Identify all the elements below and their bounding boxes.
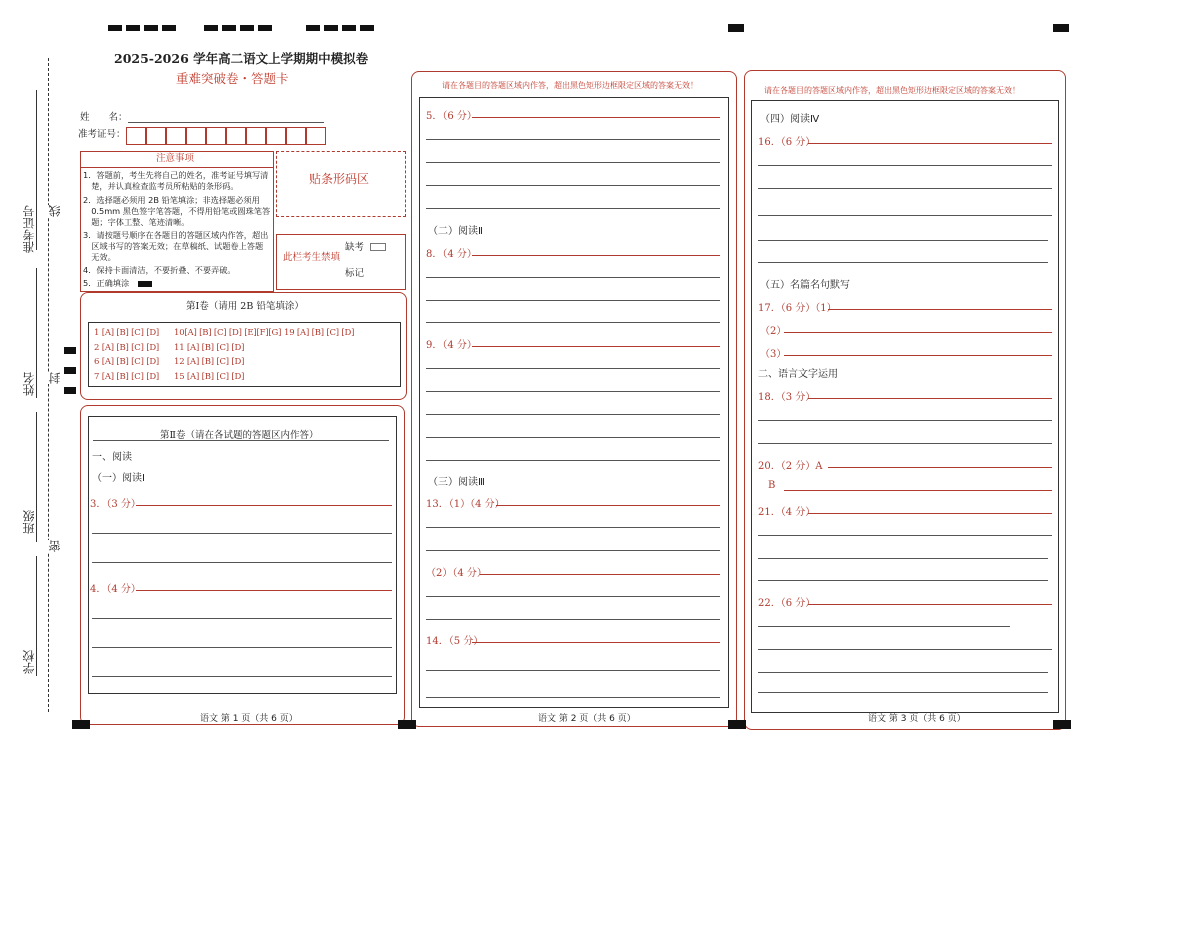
answer-line[interactable] <box>784 332 1052 333</box>
page-title: 2025-2026 学年高二语文上学期期中模拟卷 <box>114 51 369 66</box>
answer-line[interactable] <box>758 420 1052 421</box>
question-17-2-label: （2） <box>760 326 787 337</box>
question-20-label: 20．（2 分）A <box>758 461 823 472</box>
question-13-2-label: （2）（4 分） <box>426 568 487 579</box>
question-17-3-label: （3） <box>760 349 787 360</box>
barcode-label: 贴条形码区 <box>309 172 370 186</box>
notice-line: 区域书写的答案无效；在草稿纸、试题卷上答题 <box>83 241 264 251</box>
notice-line: 无效。 <box>83 252 116 262</box>
part2-title: 第Ⅱ卷（请在各试题的答题区内作答） <box>160 430 319 441</box>
student-name-label: 姓 名： <box>80 112 128 123</box>
binding-dashed-line <box>48 58 49 712</box>
question-17-1-label: 17．（6 分）（1） <box>758 303 837 314</box>
answer-line[interactable] <box>758 626 1010 627</box>
answer-line[interactable] <box>136 505 392 506</box>
question-9-label: 9．（4 分） <box>426 340 477 351</box>
answer-line[interactable] <box>472 346 720 347</box>
mc-row-19[interactable]: 19 [A] [B] [C] [D] <box>284 328 355 338</box>
mc-row-7[interactable]: 7 [A] [B] [C] [D] <box>94 372 160 382</box>
question-5-label: 5．（6 分） <box>426 111 477 122</box>
answer-line[interactable] <box>496 505 720 506</box>
question-18-label: 18．（3 分） <box>758 392 816 403</box>
answer-line[interactable] <box>426 596 720 597</box>
notice-line: 题；字体工整、笔迹清晰。 <box>83 217 190 227</box>
answer-line[interactable] <box>426 162 720 163</box>
mc-row-6[interactable]: 6 [A] [B] [C] [D] <box>94 357 160 367</box>
question-22-label: 22．（6 分） <box>758 598 816 609</box>
notice-line: 4．保持卡面清洁，不要折叠、不要弄破。 <box>83 265 236 275</box>
question-16-label: 16．（6 分） <box>758 137 816 148</box>
margin-seal-feng: 封 <box>48 372 62 384</box>
answer-line[interactable] <box>758 240 1048 241</box>
footer-page-3: 语文 第 3 页（共 6 页） <box>868 714 966 724</box>
notice-line: 1．答题前，考生先将自己的姓名，准考证号填写清 <box>83 170 269 180</box>
answer-line[interactable] <box>426 619 720 620</box>
answer-line[interactable] <box>92 647 392 648</box>
part2-title-underline <box>93 440 389 441</box>
absent-checkbox[interactable] <box>370 243 386 251</box>
answer-line[interactable] <box>472 117 720 118</box>
answer-line[interactable] <box>480 574 720 575</box>
answer-line[interactable] <box>828 309 1052 310</box>
answer-line[interactable] <box>808 398 1052 399</box>
answer-line[interactable] <box>758 262 1048 263</box>
answer-line[interactable] <box>92 562 392 563</box>
answer-line[interactable] <box>758 558 1048 559</box>
mc-row-2[interactable]: 2 [A] [B] [C] [D] <box>94 343 160 353</box>
question-4-label: 4．（4 分） <box>90 584 141 595</box>
answer-line[interactable] <box>758 692 1048 693</box>
question-20-b-label: B <box>768 480 776 491</box>
notice-line: 2．选择题必须用 2B 铅笔填涂；非选择题必须用 <box>83 195 260 205</box>
answer-line[interactable] <box>758 649 1052 650</box>
page3-answer-frame <box>751 100 1059 713</box>
answer-line[interactable] <box>758 672 1048 673</box>
answer-line[interactable] <box>426 185 720 186</box>
answer-line[interactable] <box>758 443 1052 444</box>
subsection-reading-4: （四）阅读Ⅳ <box>760 114 820 125</box>
section-reading: 一、阅读 <box>92 452 132 463</box>
margin-class-label: 班级 <box>22 510 36 534</box>
notice-title: 注意事项 <box>156 153 195 164</box>
footer-page-2: 语文 第 2 页（共 6 页） <box>538 714 636 724</box>
notice-line: 0.5mm 黑色签字笔答题，不得用铅笔或圆珠笔答 <box>83 206 271 216</box>
margin-seal-line: 线 <box>48 205 62 217</box>
exam-id-label: 准考证号： <box>78 129 126 140</box>
section-famous-quotes: （五）名篇名句默写 <box>760 280 850 291</box>
margin-exam-id-label: 准考证号 <box>22 205 36 253</box>
question-8-label: 8．（4 分） <box>426 249 477 260</box>
mc-row-10[interactable]: 10[A] [B] [C] [D] [E][F][G] <box>174 328 282 338</box>
answer-line[interactable] <box>426 368 720 369</box>
part1-title: 第Ⅰ卷（请用 2B 铅笔填涂） <box>186 301 304 312</box>
page-subtitle: 重难突破卷・答题卡 <box>176 71 289 86</box>
answer-line[interactable] <box>426 527 720 528</box>
answer-line[interactable] <box>426 697 720 698</box>
subsection-reading-2: （二）阅读Ⅱ <box>428 226 483 237</box>
correct-fill-sample <box>138 281 152 287</box>
answer-line[interactable] <box>808 143 1052 144</box>
mc-row-12[interactable]: 12 [A] [B] [C] [D] <box>174 357 245 367</box>
subsection-reading-3: （三）阅读Ⅲ <box>428 477 485 488</box>
answer-line[interactable] <box>758 535 1052 536</box>
answer-line[interactable] <box>426 139 720 140</box>
answer-line[interactable] <box>758 165 1052 166</box>
answer-line[interactable] <box>758 188 1052 189</box>
subsection-reading-1: （一）阅读Ⅰ <box>92 473 145 484</box>
answer-line[interactable] <box>426 208 720 209</box>
notice-line: 5．正确填涂 <box>83 278 130 288</box>
margin-school-label: 学校 <box>22 650 36 674</box>
answer-line[interactable] <box>758 580 1048 581</box>
answer-line[interactable] <box>426 437 720 438</box>
answer-line[interactable] <box>472 255 720 256</box>
footer-page-1: 语文 第 1 页（共 6 页） <box>200 714 298 724</box>
answer-line[interactable] <box>92 533 392 534</box>
answer-line[interactable] <box>828 467 1052 468</box>
answer-line[interactable] <box>758 215 1052 216</box>
answer-line[interactable] <box>92 676 392 677</box>
answer-line[interactable] <box>426 300 720 301</box>
mc-row-1[interactable]: 1 [A] [B] [C] [D] <box>94 328 160 338</box>
answer-line[interactable] <box>784 355 1052 356</box>
answer-line[interactable] <box>784 490 1052 491</box>
notice-line: 楚，并认真检查监考员所粘贴的条形码。 <box>83 181 239 191</box>
absent-mark-label: 标记 <box>345 268 365 279</box>
section-language-use: 二、语言文字运用 <box>758 369 838 380</box>
answer-line[interactable] <box>426 414 720 415</box>
mc-row-15[interactable]: 15 [A] [B] [C] [D] <box>174 372 245 382</box>
absent-label: 缺考 <box>345 242 365 253</box>
question-14-label: 14．（5 分） <box>426 636 484 647</box>
answer-line[interactable] <box>426 550 720 551</box>
student-name-field[interactable] <box>128 122 324 123</box>
page3-warning: 请在各题目的答题区域内作答，超出黑色矩形边框限定区域的答案无效！ <box>764 86 1020 95</box>
answer-line[interactable] <box>136 590 392 591</box>
absent-forbid-text: 此栏考生禁填 <box>283 252 341 263</box>
answer-line[interactable] <box>426 277 720 278</box>
margin-seal-mi: 密 <box>48 540 62 552</box>
answer-line[interactable] <box>426 322 720 323</box>
question-3-label: 3．（3 分） <box>90 499 141 510</box>
page2-answer-frame <box>419 97 729 708</box>
answer-line[interactable] <box>472 642 720 643</box>
notice-line: 3．请按题号顺序在各题目的答题区域内作答，超出 <box>83 230 269 240</box>
question-21-label: 21．（4 分） <box>758 507 816 518</box>
answer-line[interactable] <box>92 618 392 619</box>
answer-line[interactable] <box>426 670 720 671</box>
answer-line[interactable] <box>426 391 720 392</box>
page2-warning: 请在各题目的答题区域内作答，超出黑色矩形边框限定区域的答案无效！ <box>442 81 698 90</box>
answer-line[interactable] <box>808 513 1052 514</box>
mc-row-11[interactable]: 11 [A] [B] [C] [D] <box>174 343 245 353</box>
answer-line[interactable] <box>808 604 1052 605</box>
question-13-label: 13．（1）（4 分） <box>426 499 505 510</box>
margin-name-label: 姓名 <box>22 372 36 396</box>
answer-line[interactable] <box>426 460 720 461</box>
part2-inner-frame <box>88 416 397 694</box>
